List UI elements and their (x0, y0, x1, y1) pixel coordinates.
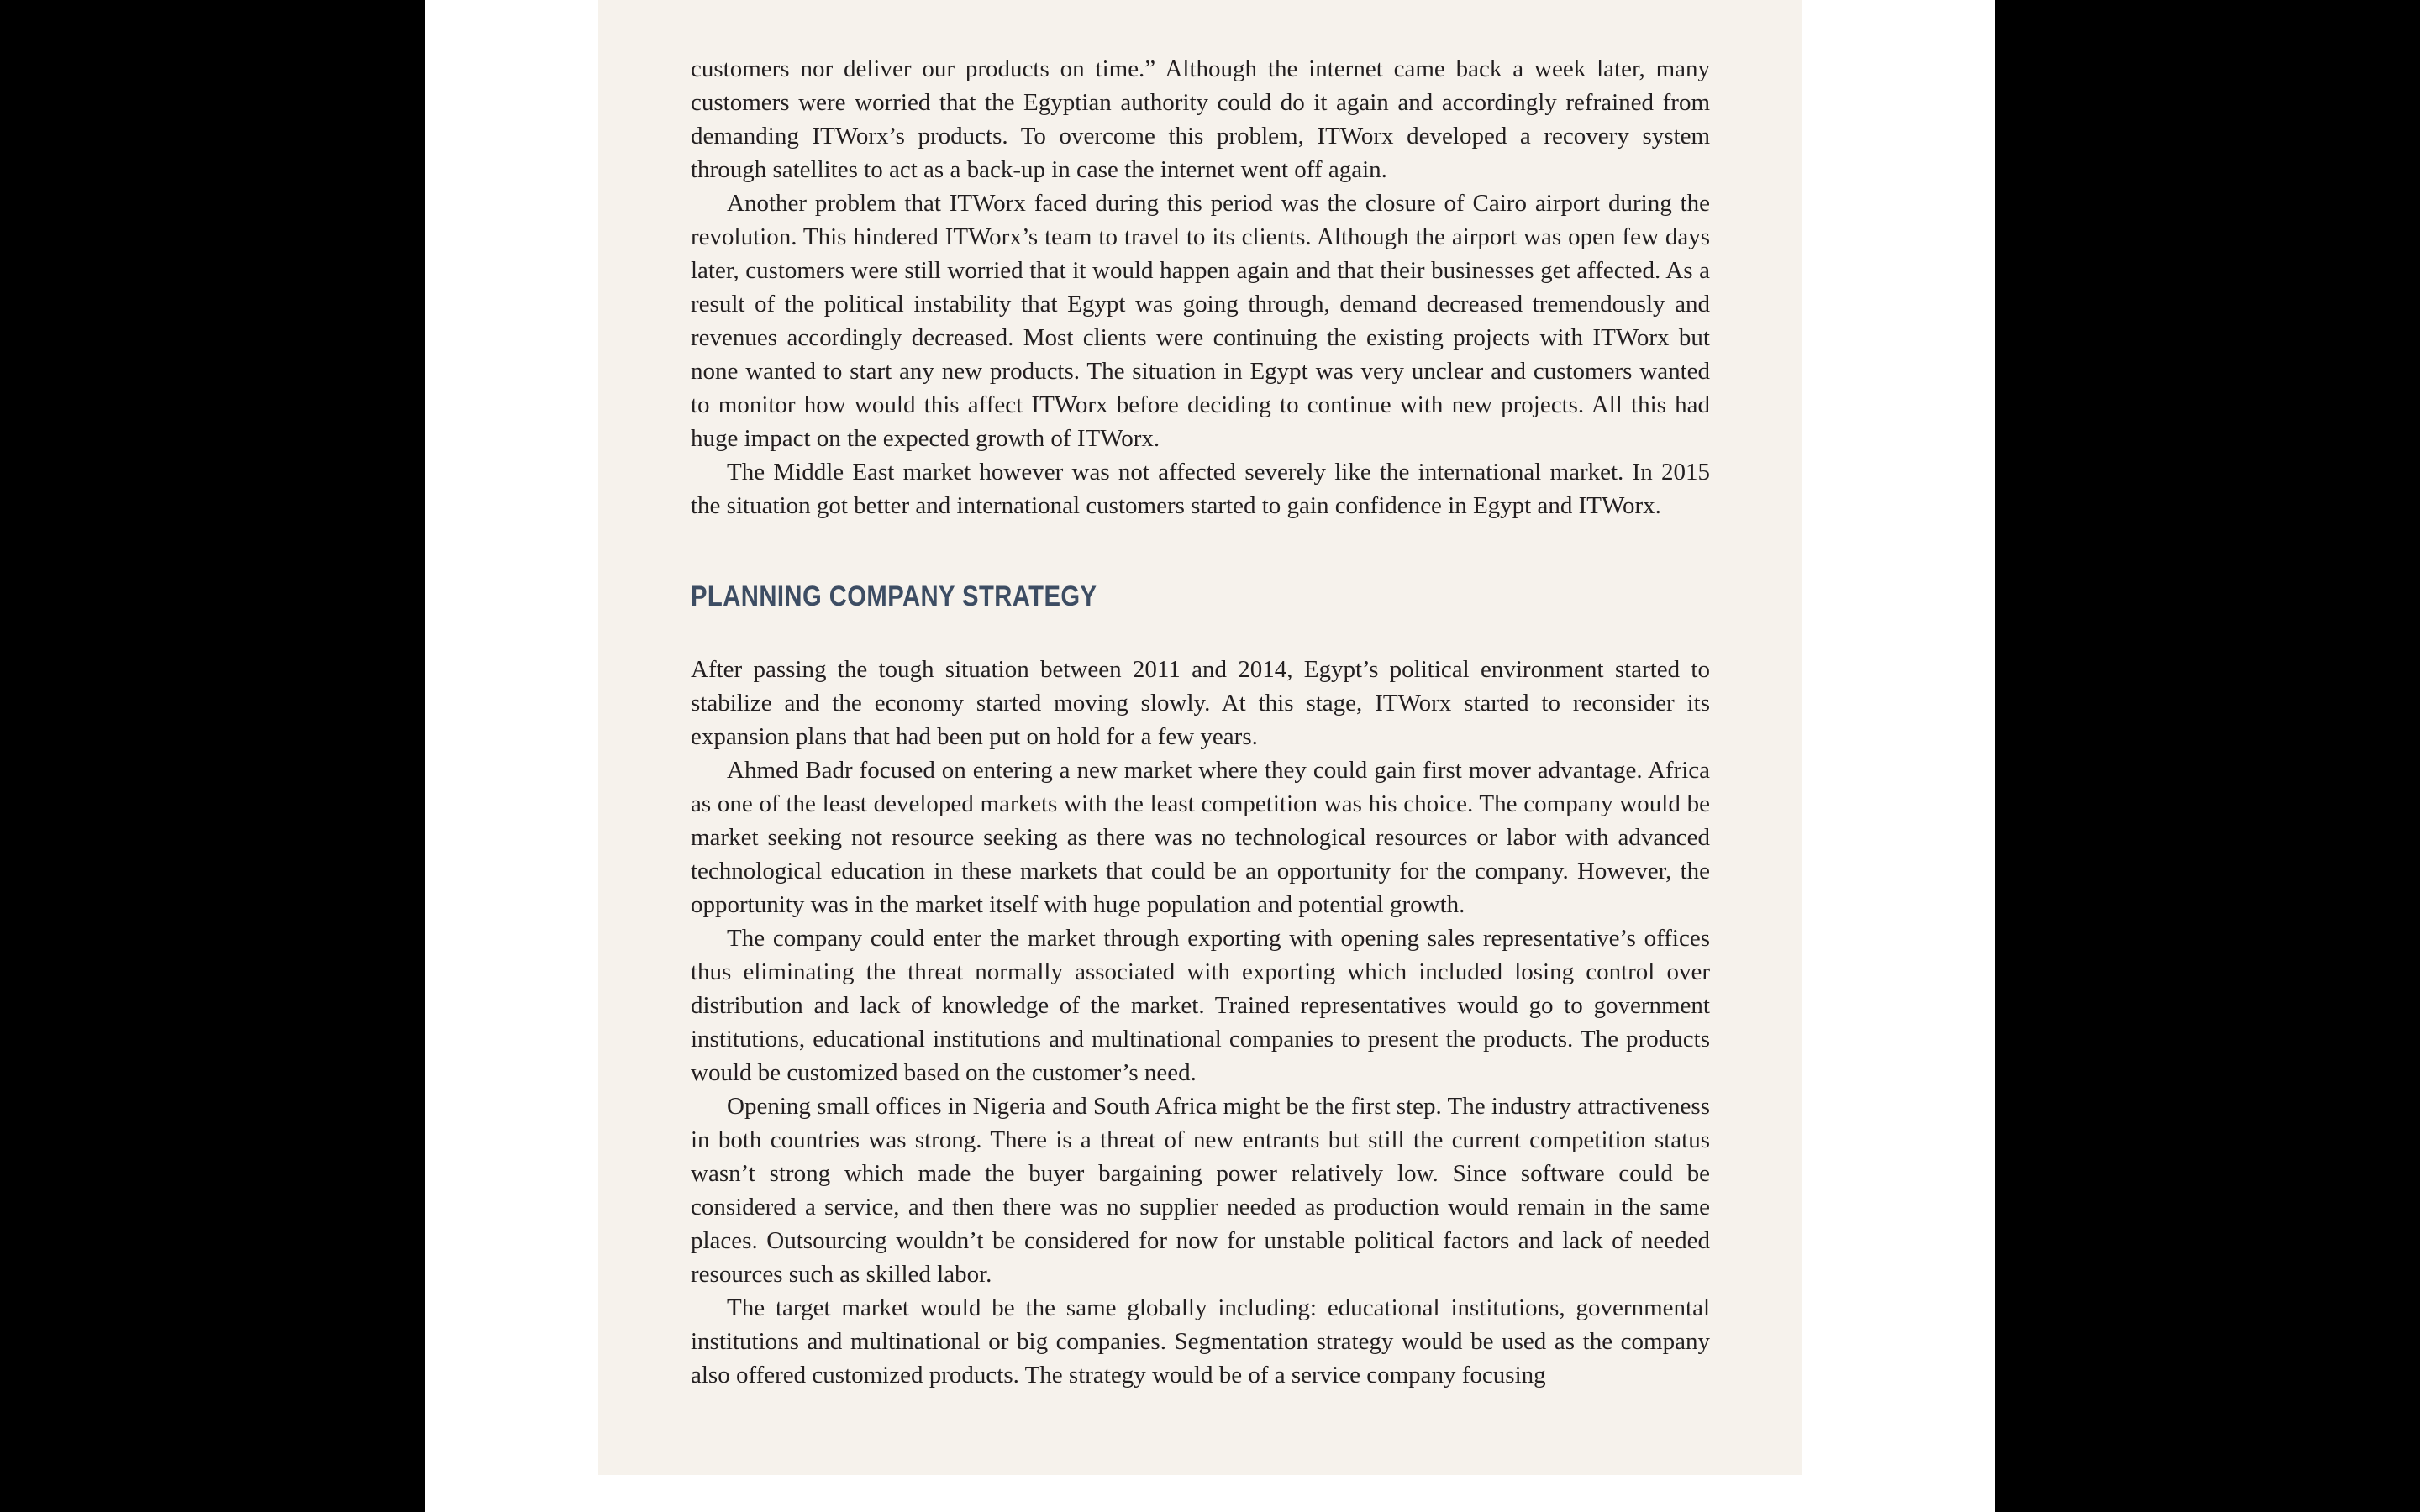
paragraph: The company could enter the market through exporting with opening sales representative’s offices thus eliminating the threat normally associated with exporting which included losing control over distribution and lack of knowledge of the market. Trained representatives would go to government institutions, educational institutions and multinational companies to present the products. The products would be customized based on the customer’s need. (691, 925, 1710, 1086)
paragraph: customers nor deliver our products on time.” Although the internet came back a week later, many customers were worried that the Egyptian authority could do it again and accordingly refrained from demanding ITWorx’s products. To overcome this problem, ITWorx developed a recovery system through satellites to act as a back-up in case the internet went off again. (691, 55, 1710, 183)
section-heading: PLANNING COMPANY STRATEGY (691, 580, 1097, 612)
paragraph: The Middle East market however was not affected severely like the international market. In 2015 the situation got better and international customers started to gain confidence in Egypt and ITWorx. (691, 459, 1710, 519)
paragraph: The target market would be the same globally including: educational institutions, governmental institutions and multinational or big companies. Segmentation strategy would be used as the company also offered customized products. The strategy would be of a service company focusing (691, 1294, 1710, 1389)
top-text-block (691, 52, 1710, 522)
section-text-block (691, 653, 1710, 1392)
paragraph: After passing the tough situation between 2011 and 2014, Egypt’s political environment started to stabilize and the economy started moving slowly. At this stage, ITWorx started to reconsider its expansion plans that had been put on hold for a few years. (691, 656, 1710, 750)
paragraph: Opening small offices in Nigeria and South Africa might be the first step. The industry attractiveness in both countries was strong. There is a threat of new entrants but still the current competition status wasn’t strong which made the buyer bargaining power relatively low. Since software could be considered a service, and then there was no supplier needed as production would remain in the same places. Outsourcing wouldn’t be considered for now for unstable political factors and lack of needed resources such as skilled labor. (691, 1093, 1710, 1288)
paragraph: Another problem that ITWorx faced during this period was the closure of Cairo airport during the revolution. This hindered ITWorx’s team to travel to its clients. Although the airport was open few days later, customers were still worried that it would happen again and that their businesses get affected. As a result of the political instability that Egypt was going through, demand decreased tremendously and revenues accordingly decreased. Most clients were continuing the existing projects with ITWorx but none wanted to start any new products. The situation in Egypt was very unclear and customers wanted to monitor how would this affect ITWorx before deciding to continue with new projects. All this had huge impact on the expected growth of ITWorx. (691, 190, 1710, 452)
paragraph: Ahmed Badr focused on entering a new market where they could gain first mover advantage. Africa as one of the least developed markets with the least competition was his choice. The company would be market seeking not resource seeking as there was no technological resources or labor with advanced technological education in these markets that could be an opportunity for the company. However, the opportunity was in the market itself with huge population and potential growth. (691, 757, 1710, 918)
